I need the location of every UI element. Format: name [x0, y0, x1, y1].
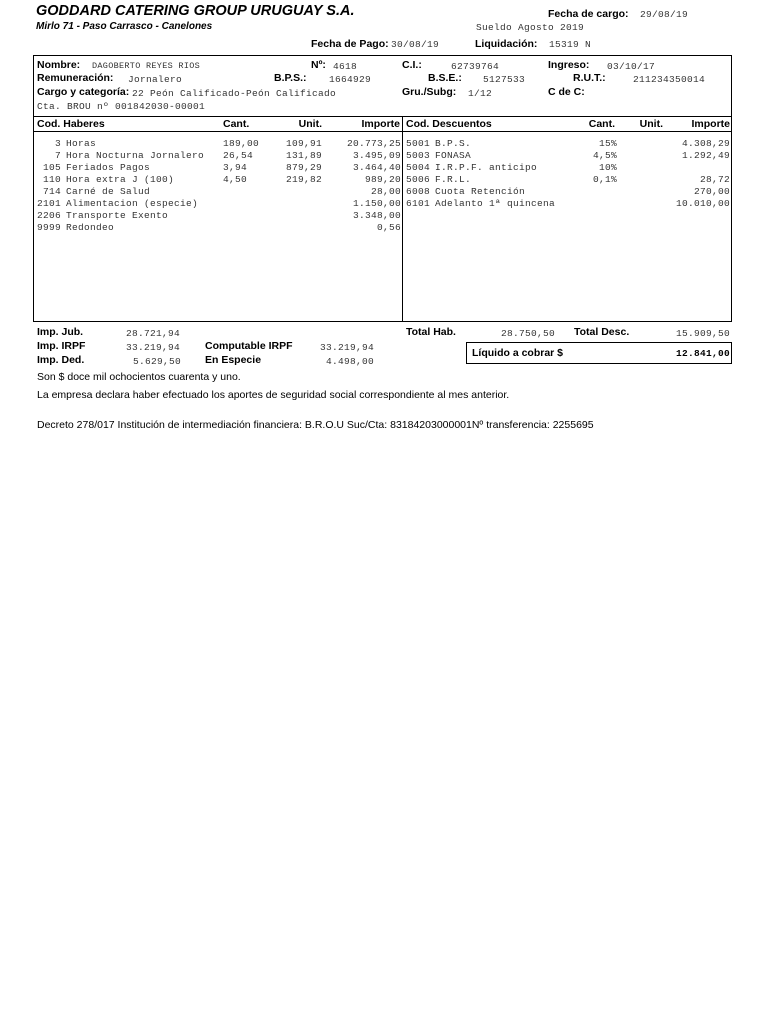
- descuento-cod: 6101: [406, 198, 431, 209]
- remuneracion-value: Jornalero: [128, 74, 183, 85]
- imp-ded-value: 5.629,50: [133, 356, 182, 367]
- descuento-importe: 4.308,29: [681, 138, 730, 149]
- ingreso-label: Ingreso:: [548, 59, 590, 71]
- liquido-value: 12.841,00: [675, 348, 730, 359]
- haber-importe: 3.495,09: [352, 150, 401, 161]
- grupo-value: 1/12: [468, 88, 493, 99]
- en-especie-value: 4.498,00: [326, 356, 375, 367]
- company-address: Mirlo 71 - Paso Carrasco - Canelones: [36, 21, 213, 32]
- haber-importe: 0,56: [376, 222, 401, 233]
- haberes-cod-header: Cod. Haberes: [37, 118, 105, 130]
- haber-cant: 26,54: [223, 150, 254, 161]
- descuento-cod: 5006: [406, 174, 431, 185]
- total-haberes-value: 28.750,50: [500, 328, 555, 339]
- ci-label: C.I.:: [402, 59, 422, 71]
- imp-ded-label: Imp. Ded.: [37, 354, 85, 366]
- haber-cod: 7: [54, 150, 61, 161]
- total-descuentos-label: Total Desc.: [574, 326, 630, 338]
- cuenta-value: Cta. BROU nº 001842030-00001: [37, 101, 206, 112]
- fecha-pago-value: 30/08/19: [391, 39, 440, 50]
- haberes-unit-header: Unit.: [298, 118, 322, 130]
- cdec-label: C de C:: [548, 86, 585, 98]
- fecha-cargo-value: 29/08/19: [640, 9, 689, 20]
- descuento-importe: 10.010,00: [675, 198, 730, 209]
- descuento-cant: 10%: [598, 162, 617, 173]
- computable-irpf-label: Computable IRPF: [205, 340, 293, 352]
- liquidacion-label: Liquidación:: [475, 38, 538, 50]
- haber-desc: Transporte Exento: [66, 210, 169, 221]
- en-especie-label: En Especie: [205, 354, 262, 366]
- liquido-label: Líquido a cobrar $: [472, 347, 564, 359]
- haber-desc: Redondeo: [66, 222, 115, 233]
- fecha-pago-label: Fecha de Pago:: [311, 38, 389, 50]
- descuento-desc: Cuota Retención: [435, 186, 526, 197]
- descuentos-cod-header: Cod. Descuentos: [406, 118, 492, 130]
- haber-cod: 9999: [36, 222, 61, 233]
- descuento-cod: 5001: [406, 138, 431, 149]
- descuento-desc: I.R.P.F. anticipo: [435, 162, 538, 173]
- haber-desc: Feriados Pagos: [66, 162, 151, 173]
- descuentos-unit-header: Unit.: [639, 118, 663, 130]
- haber-importe: 20.773,25: [346, 138, 401, 149]
- haber-cant: 4,50: [223, 174, 248, 185]
- ingreso-value: 03/10/17: [607, 61, 656, 72]
- descuento-cant: 4,5%: [592, 150, 617, 161]
- haber-importe: 1.150,00: [352, 198, 401, 209]
- haber-cod: 105: [42, 162, 61, 173]
- haber-desc: Alimentacion (especie): [66, 198, 199, 209]
- bse-value: 5127533: [483, 74, 526, 85]
- haber-importe: 28,00: [370, 186, 401, 197]
- liquidacion-value: 15319 N: [549, 39, 592, 50]
- haber-desc: Horas: [66, 138, 97, 149]
- haber-cant: 3,94: [223, 162, 248, 173]
- descuento-desc: F.R.L.: [435, 174, 472, 185]
- descuento-desc: B.P.S.: [435, 138, 472, 149]
- haber-unit: 109,91: [285, 138, 322, 149]
- bse-label: B.S.E.:: [428, 72, 462, 84]
- son-text: Son $ doce mil ochocientos cuarenta y uno.: [37, 371, 241, 383]
- nro-label: Nº:: [311, 59, 326, 71]
- haber-cod: 2101: [36, 198, 61, 209]
- haberes-cant-header: Cant.: [223, 118, 250, 130]
- haber-desc: Hora Nocturna Jornalero: [66, 150, 205, 161]
- haber-cod: 714: [42, 186, 61, 197]
- haber-unit: 219,82: [285, 174, 322, 185]
- descuento-cod: 6008: [406, 186, 431, 197]
- haber-importe: 3.348,00: [352, 210, 401, 221]
- haber-desc: Carné de Salud: [66, 186, 151, 197]
- descuento-cod: 5004: [406, 162, 431, 173]
- table-center-divider: [402, 116, 403, 322]
- descuentos-cant-header: Cant.: [588, 118, 615, 130]
- ci-value: 62739764: [451, 61, 500, 72]
- descuento-importe: 270,00: [693, 186, 730, 197]
- haber-importe: 3.464,40: [352, 162, 401, 173]
- decreto-text: Decreto 278/017 Institución de intermediación financiera: B.R.O.U Suc/Cta: 83184203000001Nº transferencia: 2255695: [37, 419, 594, 431]
- remuneracion-label: Remuneración:: [37, 72, 114, 84]
- computable-irpf-value: 33.219,94: [320, 342, 375, 353]
- company-name: GODDARD CATERING GROUP URUGUAY S.A.: [36, 3, 355, 19]
- haber-cod: 110: [42, 174, 61, 185]
- haber-cod: 2206: [36, 210, 61, 221]
- bps-label: B.P.S.:: [274, 72, 307, 84]
- cargo-label: Cargo y categoría:: [37, 86, 130, 98]
- table-header-divider: [33, 131, 732, 132]
- nro-value: 4618: [333, 61, 358, 72]
- descuento-importe: 1.292,49: [681, 150, 730, 161]
- declaration-text: La empresa declara haber efectuado los aportes de seguridad social correspondiente al mes anterior.: [37, 389, 510, 401]
- descuento-desc: FONASA: [435, 150, 472, 161]
- fecha-cargo-label: Fecha de cargo:: [548, 8, 629, 20]
- total-haberes-label: Total Hab.: [406, 326, 456, 338]
- nombre-label: Nombre:: [37, 59, 81, 71]
- cargo-value: 22 Peón Calificado-Peón Calificado: [132, 88, 337, 99]
- descuento-cant: 15%: [598, 138, 617, 149]
- grupo-label: Gru./Subg:: [402, 86, 457, 98]
- imp-jub-label: Imp. Jub.: [37, 326, 84, 338]
- haber-unit: 131,89: [285, 150, 322, 161]
- descuento-cod: 5003: [406, 150, 431, 161]
- haber-desc: Hora extra J (100): [66, 174, 175, 185]
- bps-value: 1664929: [329, 74, 372, 85]
- descuento-importe: 28,72: [699, 174, 730, 185]
- imp-jub-value: 28.721,94: [126, 328, 181, 339]
- imp-irpf-label: Imp. IRPF: [37, 340, 86, 352]
- nombre-value: DAGOBERTO REYES RIOS: [92, 61, 201, 71]
- descuento-desc: Adelanto 1ª quincena: [435, 198, 556, 209]
- rut-value: 211234350014: [633, 74, 706, 85]
- descuentos-importe-header: Importe: [691, 118, 730, 130]
- sueldo-period: Sueldo Agosto 2019: [476, 22, 585, 33]
- imp-irpf-value: 33.219,94: [126, 342, 181, 353]
- haber-cant: 189,00: [223, 138, 260, 149]
- haber-importe: 989,20: [364, 174, 401, 185]
- total-descuentos-value: 15.909,50: [675, 328, 730, 339]
- haber-unit: 879,29: [285, 162, 322, 173]
- rut-label: R.U.T.:: [573, 72, 606, 84]
- haberes-importe-header: Importe: [361, 118, 400, 130]
- haber-cod: 3: [54, 138, 61, 149]
- descuento-cant: 0,1%: [592, 174, 617, 185]
